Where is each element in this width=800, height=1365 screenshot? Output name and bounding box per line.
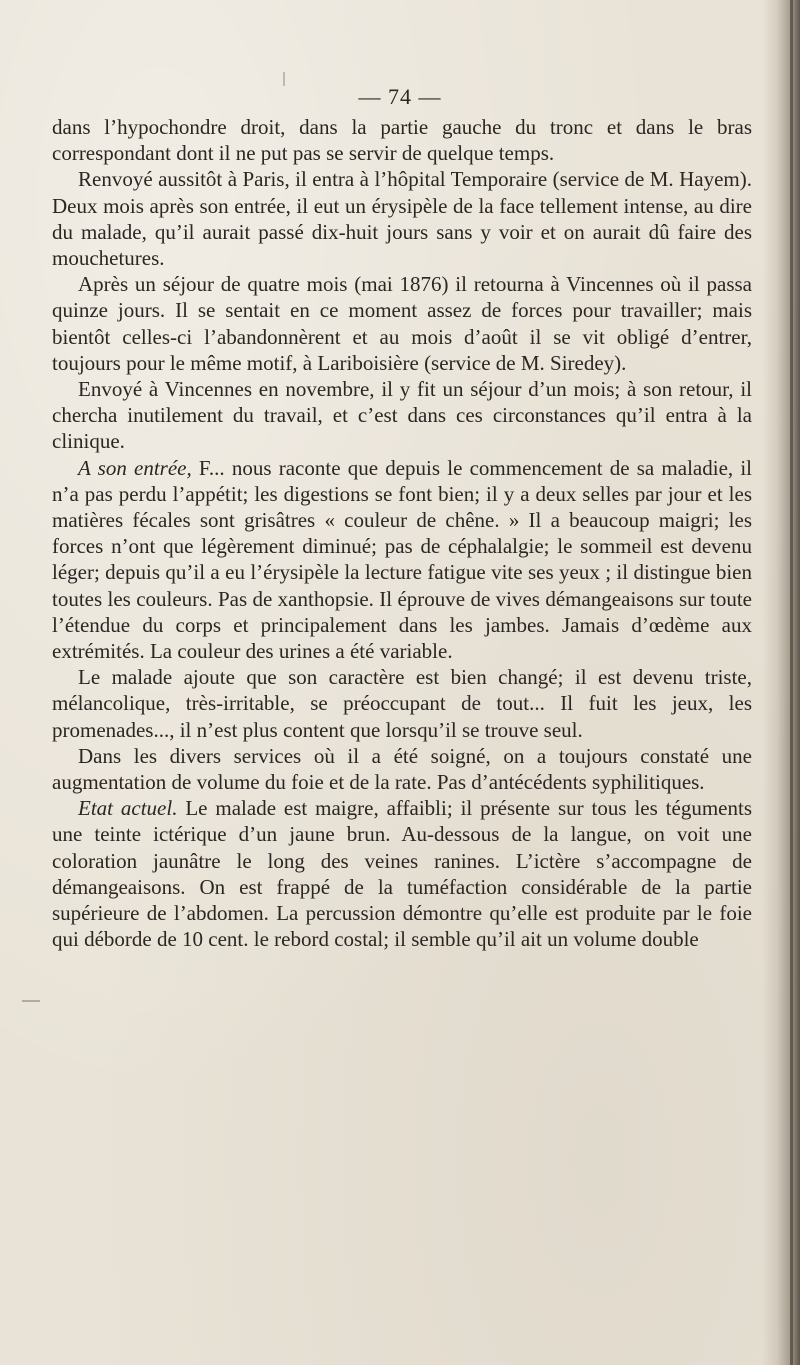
paragraph [52, 743, 752, 795]
paragraph-text: Envoyé à Vincennes en novembre, il y fit un séjour d’un mois; à son retour, il chercha inutilement du travail, et c’est dans ces circonstances qu’il entra à la clinique. [52, 377, 752, 454]
paragraph [52, 455, 752, 665]
paragraph [52, 114, 752, 166]
paragraph-text: Renvoyé aussitôt à Paris, il entra à l’hôpital Temporaire (service de M. Hayem). Deux mois après son entrée, il eut un érysipèle de la face tellement intense, au dire du malade, qu’il aurait passé dix-huit jours sans y voir et on aurait dû faire des mouchetures. [52, 167, 752, 271]
paragraph-text: Le malade est maigre, affaibli; il présente sur tous les téguments une teinte ictérique d’un jaune brun. Au-dessous de la langue, on voit une coloration jaunâtre le long des veines ranines. L’ictère s’accompagne de démangeaisons. On est frappé de la tuméfaction considérable de la partie supérieure de l’abdomen. La percussion démontre qu’elle est produite par le foie qui déborde de 10 cent. le rebord costal; il semble qu’il ait un volume double [52, 796, 752, 952]
paragraph-text: dans l’hypochondre droit, dans la partie gauche du tronc et dans le bras correspondant dont il ne put pas se servir de quelque temps. [52, 115, 752, 166]
italic-lead: Etat actuel. [78, 796, 178, 821]
paragraph-text: Dans les divers services où il a été soigné, on a toujours constaté une augmentation de volume du foie et de la rate. Pas d’antécédents syphilitiques. [52, 743, 752, 795]
paragraph-text: F... nous raconte que depuis le commencement de sa maladie, il n’a pas perdu l’appétit; les digestions se font bien; il y a deux selles par jour et les matières fécales sont grisâtres « couleur de chêne. » Il a beaucoup maigri; les forces n’ont que légèrement diminué; pas de céphalalgie; le sommeil est devenu léger; depuis qu’il a eu l’érysipèle la lecture fatigue vite ses yeux ; il distingue bien toutes les couleurs. Pas de xanthopsie. Il éprouve de vives démangeaisons sur toute l’étendue du corps et principalement dans les jambes. Jamais d’œdème aux extrémités. La couleur des urines a été variable. [52, 455, 753, 664]
body-text [52, 114, 752, 953]
binding-shadow [762, 0, 800, 1365]
paragraph [52, 271, 752, 376]
paragraph [52, 166, 752, 271]
paragraph-text: Après un séjour de quatre mois (mai 1876) il retourna à Vincennes où il passa quinze jours. Il se sentait en ce moment assez de forces pour travailler; mais bientôt celles-ci l’abandonnèrent et au mois d’août il se vit obligé d’entrer, toujours pour le même motif, à Lariboisière (service de M. Siredey). [52, 272, 752, 375]
page-number: — 74 — [358, 84, 442, 109]
adjacent-page-edge [790, 0, 793, 1365]
paragraph-text: Le malade ajoute que son caractère est bien changé; il est devenu triste, mélancolique, très-irritable, se préoccupant de tout... Il fuit les jeux, les promenades..., il n’est plus content que lorsqu’il se trouve seul. [52, 665, 752, 742]
italic-lead: A son entrée, [78, 455, 192, 480]
margin-mark [22, 1000, 40, 1002]
paragraph [52, 376, 752, 455]
paragraph [52, 795, 752, 952]
paper-speck [283, 72, 285, 86]
paragraph [52, 664, 752, 743]
